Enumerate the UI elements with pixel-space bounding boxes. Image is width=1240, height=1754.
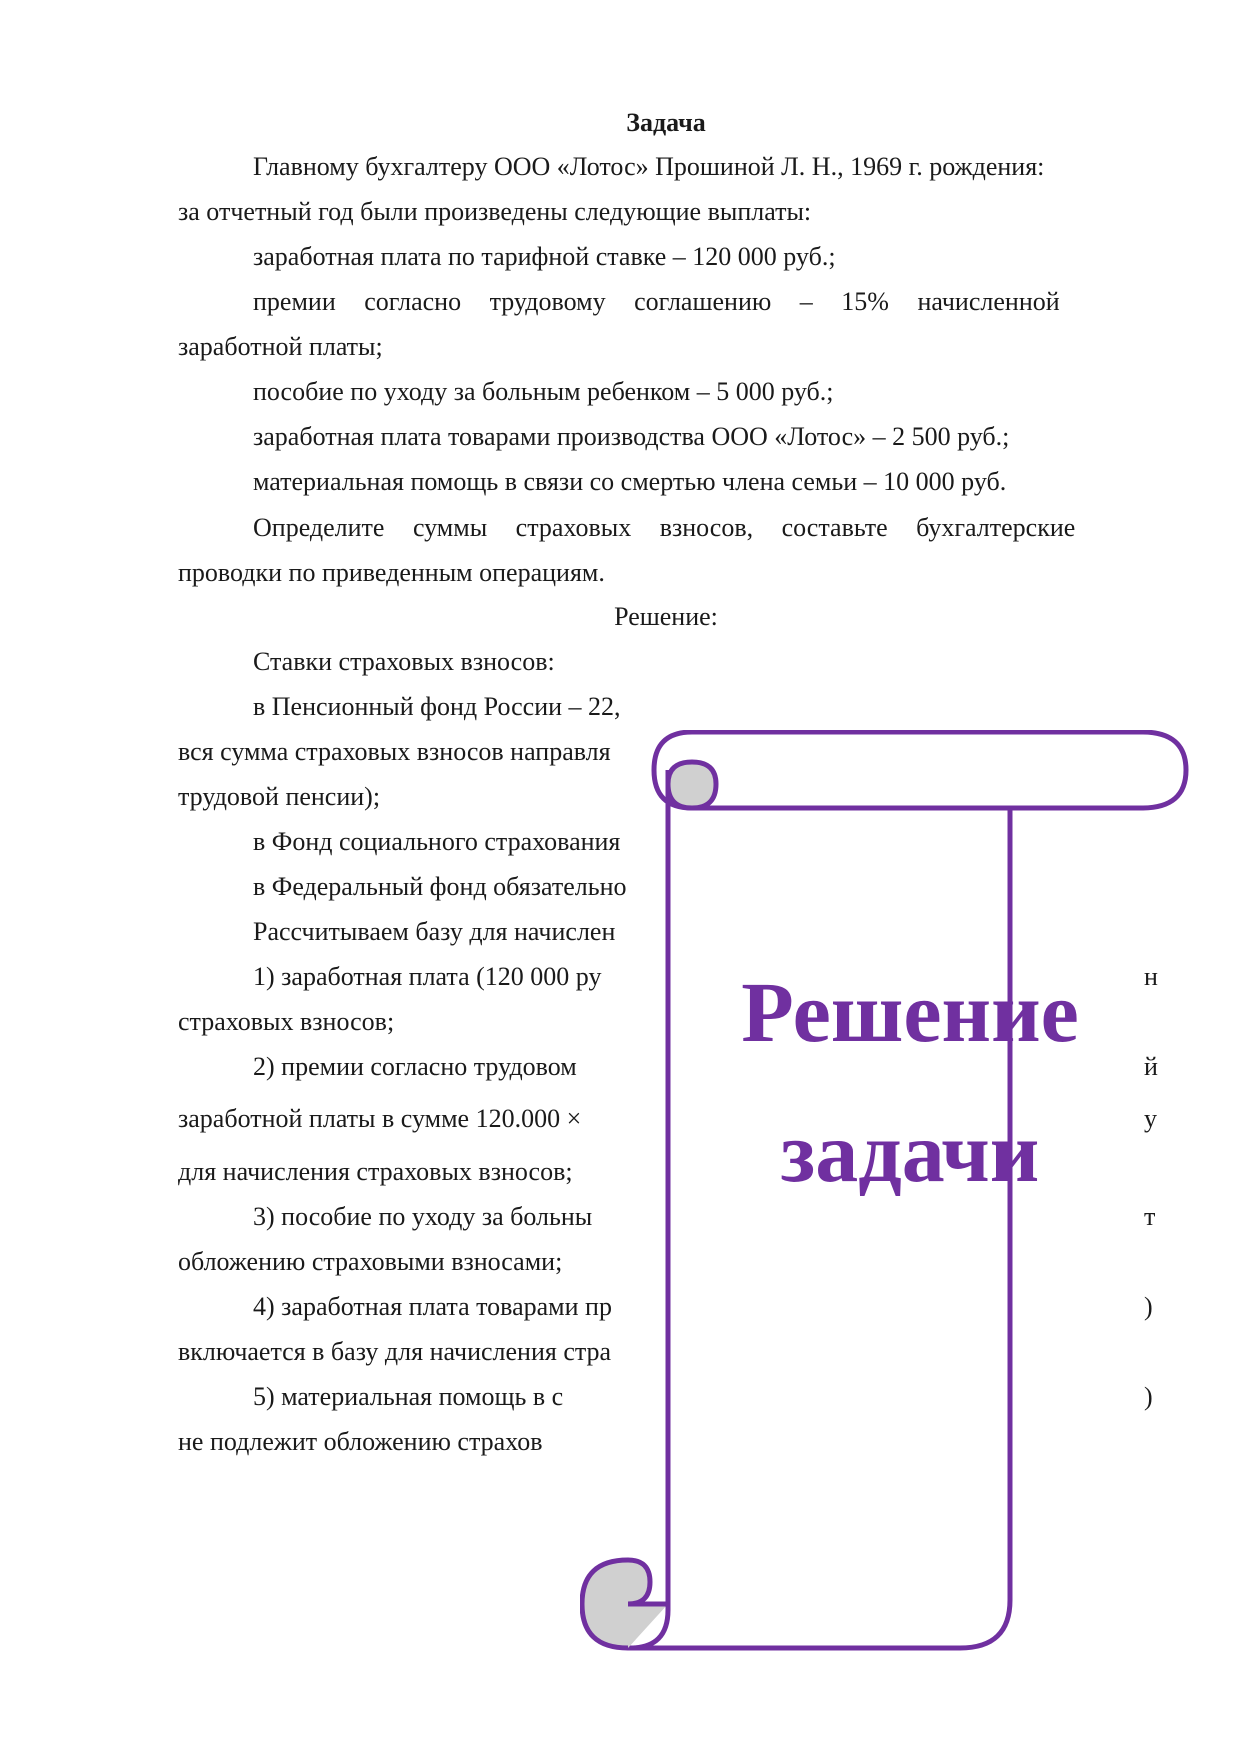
solution-line-8-tail: н [1144,962,1158,991]
task-line-8: материальная помощь в связи со смертью члена семьи – 10 000 руб. [253,467,1007,496]
task-line-1: Главному бухгалтеру ООО «Лотос» Прошиной Л. Н., 1969 г. рождения: [253,152,1045,181]
task-line-9 [253,513,1075,543]
solution-line-16: включается в базу для начисления стра [178,1337,612,1366]
solution-line-6: в Федеральный фонд обязательно [253,872,627,901]
solution-line-7: Рассчитываем базу для начислен [253,917,616,946]
solution-line-11: заработной платы в сумме 120.000 × [178,1104,582,1133]
solution-line-11-tail: у [1144,1104,1157,1133]
solution-line-17-tail: ) [1144,1382,1153,1411]
solution-line-9: страховых взносов; [178,1007,395,1036]
overlay-title-line-1: Решение [741,964,1079,1060]
solution-line-13-tail: т [1144,1202,1156,1231]
solution-line-17: 5) материальная помощь в с [253,1382,564,1411]
solution-line-15-tail: ) [1144,1292,1153,1321]
solution-line-3: вся сумма страховых взносов направля [178,737,611,766]
solution-line-4: трудовой пенсии); [178,782,381,811]
overlay-title-line-2: задачи [780,1104,1040,1200]
task-line-7: заработная плата товарами производства ООО «Лотос» – 2 500 руб.; [253,422,1010,451]
task-line-5: заработной платы; [178,332,383,361]
solution-line-2: в Пенсионный фонд России – 22, [253,692,621,721]
solution-heading: Решение: [614,602,718,631]
solution-line-10-tail: й [1144,1052,1158,1081]
solution-line-12: для начисления страховых взносов; [178,1157,573,1186]
solution-line-1: Ставки страховых взносов: [253,647,555,676]
scroll-top-curl [668,762,716,808]
solution-line-15: 4) заработная плата товарами пр [253,1292,612,1321]
task-line-3: заработная плата по тарифной ставке – 120 000 руб.; [253,242,836,271]
task-line-9-text: Определите суммы страховых взносов, составьте бухгалтерские [253,513,1076,542]
task-line-2: за отчетный год были произведены следующие выплаты: [178,197,812,226]
solution-line-18: не подлежит обложению страхов [178,1427,543,1456]
solution-line-10: 2) премии согласно трудовом [253,1052,577,1081]
task-heading: Задача [626,108,706,137]
task-line-4 [253,287,1154,317]
task-line-4-text: премии согласно трудовому соглашению – 15% начисленной [253,287,1060,316]
solution-line-14: обложению страховыми взносами; [178,1247,563,1276]
scroll-bottom-curl [582,1560,668,1648]
task-line-6: пособие по уходу за больным ребенком – 5 000 руб.; [253,377,834,406]
solution-line-13: 3) пособие по уходу за больны [253,1202,593,1231]
task-line-10: проводки по приведенным операциям. [178,558,605,587]
scroll-top-roll [654,732,1186,808]
solution-line-5: в Фонд социального страхования [253,827,621,856]
solution-line-8: 1) заработная плата (120 000 ру [253,962,602,991]
